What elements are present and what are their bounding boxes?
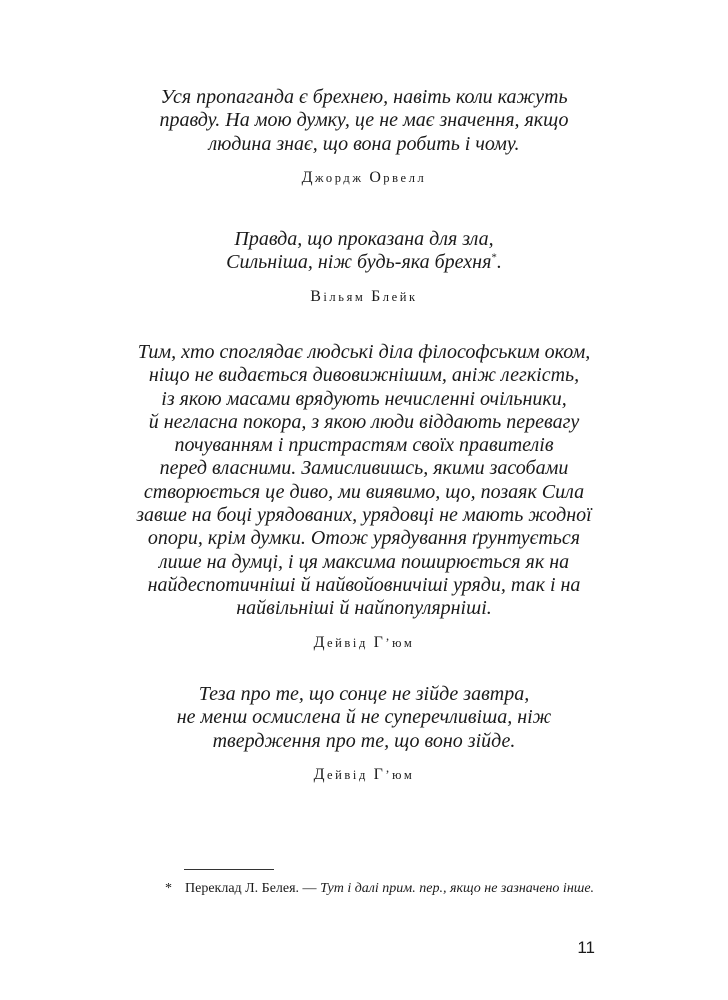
epigraph-hume-2 [0,683,728,784]
epigraph-quote [0,683,728,753]
quote-line: Тим, хто споглядає людські діла філософським оком, [137,341,591,363]
epigraph-quote [0,228,728,275]
quote-line: Теза про те, що сонце не зійде завтра, [198,683,530,705]
quote-line: завше на боці урядованих, урядовці не мають жодної [136,504,592,527]
quote-line: твердження про те, що воно зійде. [212,729,516,752]
quote-line: людина знає, що вона робить і чому. [208,132,520,155]
quote-line: не менш осмислена й не суперечливіша, ніж [176,706,552,729]
epigraph-blake [0,228,728,306]
quote-line: й негласна покора, з якою люди віддають перевагу [148,410,580,433]
epigraph-author: Дейвід Г’юм [313,633,415,651]
quote-line: створюється це диво, ми виявимо, що, позаяк Сила [143,480,585,503]
quote-line: почуванням і пристрастям своїх правителів [174,434,554,457]
quote-line: ніщо не видається дивовижнішим, аніж легкість, [148,364,580,387]
epigraph-author: Дейвід Г’юм [313,765,415,783]
quote-line: Правда, що проказана для зла, [234,228,494,250]
footnote-mark: * [165,881,172,896]
epigraph-author: Джордж Орвелл [301,168,427,186]
footnote-divider [184,869,274,870]
epigraph-hume-1 [0,341,728,652]
epigraph-author: Вільям Блейк [310,287,418,305]
footnote-reference[interactable]: * [491,251,497,264]
epigraph-quote [0,86,728,156]
epigraph-quote [0,341,728,621]
quote-line: найвільніші й найпопулярніші. [236,597,492,620]
epigraph-orwell [0,86,728,187]
page-number: 11 [577,938,595,957]
quote-line: перед власними. Замисливишсь, якими засобами [159,457,569,480]
quote-line: опори, крім думки. Отож урядування ґрунтується [147,527,581,550]
quote-line: лише на думці, і ця максима поширюється як на [158,550,570,573]
quote-line: із якою масами врядують нечисленні очільники, [161,387,567,410]
quote-line: найдеспотичніші й найвойовничіші уряди, так і на [147,573,581,596]
quote-line: Сильніша, ніж будь-яка брехня*. [226,251,502,274]
footnote-text: Переклад Л. Белея. — Тут і далі прим. пер., якщо не зазначено інше. [185,881,595,896]
footnote [165,878,595,900]
quote-line: правду. На мою думку, це не має значення, якщо [159,109,569,132]
quote-line: Уся пропаганда є брехнею, навіть коли кажуть [160,86,568,108]
